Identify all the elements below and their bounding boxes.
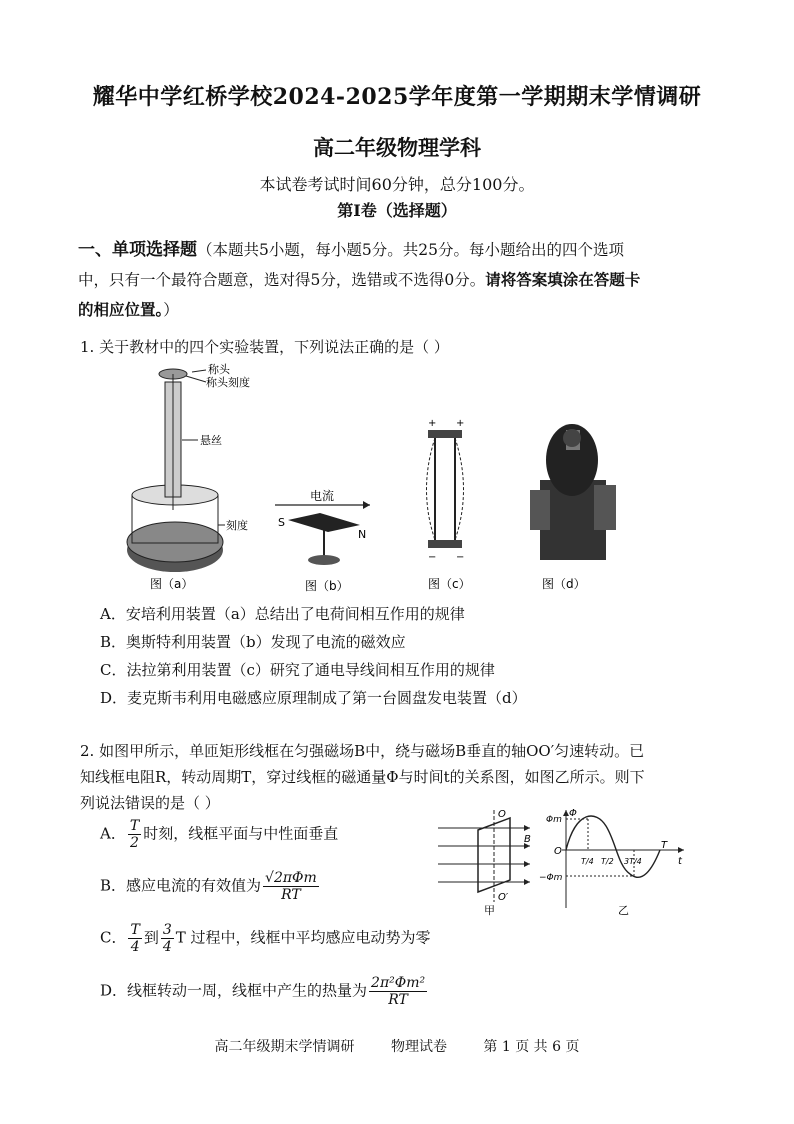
q2-option-d[interactable] — [100, 975, 429, 1008]
q2-stem — [80, 738, 700, 816]
fig-yi-t-label: t — [678, 856, 682, 867]
fig-yi-phi-label: Φ — [569, 808, 577, 819]
q2-c-fraction1 — [128, 922, 141, 955]
svg-text:+: + — [456, 418, 465, 429]
q1-stem: 1. 关于教材中的四个实验装置，下列说法正确的是（ ） — [80, 338, 449, 356]
fig-a-scale-label: 称头刻度 — [206, 376, 250, 389]
parallel-wires-figure — [427, 418, 471, 591]
disc-generator-figure — [530, 424, 616, 591]
q2-a-text: 时刻，线框平面与中性面垂直 — [143, 824, 339, 843]
q2-a-frac-num: T — [129, 818, 140, 834]
fig-jia-o-label: O — [498, 809, 506, 820]
q2-c-mid: 到 — [143, 928, 159, 947]
q1-option-c[interactable]: C．法拉第利用装置（c）研究了通电导线间相互作用的规律 — [100, 661, 495, 679]
svg-text:−: − — [428, 552, 437, 563]
q2-stem-line2: 知线框电阻R，转动周期T，穿过线框的磁通量Φ与时间t的关系图，如图乙所示。则下 — [80, 768, 645, 786]
q2-a-prefix: A． — [100, 824, 126, 843]
fig-yi-T-label: T — [661, 840, 668, 851]
fig-yi-t2-label: T/2 — [601, 857, 614, 866]
section-intro — [78, 236, 718, 325]
section-intro-text2: 中，只有一个最符合题意，选对得5分，选错或不选得0分。 — [78, 271, 486, 289]
fig-a-wire-label: 悬丝 — [200, 434, 222, 447]
section-intro-text1: （本题共5小题，每小题5分。共25分。每小题给出的四个选项 — [197, 241, 624, 259]
q2-d-fraction — [369, 975, 427, 1008]
q1-option-a[interactable]: A．安培利用装置（a）总结出了电荷间相互作用的规律 — [100, 605, 465, 623]
q2-c-f2-den: 4 — [162, 939, 172, 955]
q2-option-c[interactable] — [100, 922, 431, 955]
fig-jia-caption: 甲 — [484, 904, 495, 917]
fig-c-caption: 图（c） — [428, 577, 471, 591]
q2-d-frac-den: RT — [388, 992, 408, 1008]
flux-graph-figure — [539, 808, 684, 917]
q2-b-text: B．感应电流的有效值为 — [100, 876, 262, 895]
fig-b-caption: 图（b） — [305, 579, 349, 593]
q2-b-fraction — [263, 870, 319, 903]
fig-d-caption: 图（d） — [542, 577, 586, 591]
fig-a-bottom-label: 刻度 — [226, 519, 248, 532]
q2-option-b[interactable] — [100, 870, 321, 903]
svg-text:−: − — [456, 552, 465, 563]
q2-a-fraction — [128, 818, 141, 851]
fig-yi-t4-label: T/4 — [581, 857, 594, 866]
q1-option-d[interactable]: D．麦克斯韦利用电磁感应原理制成了第一台圆盘发电装置（d） — [100, 689, 527, 707]
q2-figures — [438, 808, 688, 918]
fig-jia-o2-label: O′ — [498, 892, 509, 903]
footer-left: 高二年级期末学情调研 — [214, 1039, 355, 1055]
q2-b-frac-num: √2πΦm — [265, 870, 317, 886]
q2-a-frac-den: 2 — [130, 835, 139, 851]
q2-c-text: T 过程中，线框中平均感应电动势为零 — [175, 928, 431, 947]
page-footer — [0, 1036, 794, 1056]
subject-title: 高二年级物理学科 — [313, 135, 481, 160]
fig-a-top-label: 称头 — [208, 363, 230, 376]
exam-info: 本试卷考试时间60分钟，总分100分。 — [259, 175, 535, 194]
section-heading: 一、单项选择题 — [78, 240, 197, 260]
q2-stem-line3: 列说法错误的是（ ） — [80, 794, 220, 812]
fig-yi-caption: 乙 — [618, 904, 629, 917]
fig-yi-t34-label: 3T/4 — [624, 857, 642, 866]
q2-c-prefix: C． — [100, 928, 127, 947]
section-intro-line2 — [78, 265, 718, 295]
q1-figures — [120, 360, 640, 600]
section-intro-bold3: 的相应位置。 — [78, 300, 164, 319]
section-intro-line1 — [78, 236, 718, 265]
fig-yi-phim-label: Φm — [546, 815, 562, 825]
fig-b-current-label: 电流 — [310, 489, 335, 503]
torsion-balance-figure — [127, 362, 250, 591]
q2-stem-line1: 2. 如图甲所示，单匝矩形线框在匀强磁场B中，绕与磁场B垂直的轴OO′匀速转动。已 — [80, 742, 645, 760]
school-title: 耀华中学红桥学校2024-2025学年度第一学期期末学情调研 — [92, 84, 702, 110]
footer-mid: 物理试卷 — [390, 1039, 447, 1055]
q2-c-f2-num: 3 — [162, 922, 172, 938]
footer-page-number: 第 1 页 共 6 页 — [483, 1039, 580, 1055]
fig-b-s-label: S — [278, 516, 285, 529]
q2-b-frac-den: RT — [281, 887, 301, 903]
oersted-figure — [275, 488, 370, 593]
rotating-frame-figure — [438, 809, 531, 917]
q2-d-text: D．线框转动一周，线框中产生的热量为 — [100, 981, 368, 1000]
q2-c-fraction2 — [161, 922, 174, 955]
q2-option-a[interactable] — [100, 818, 338, 851]
q2-d-frac-num: 2π²Φm² — [371, 975, 426, 991]
q1-option-b[interactable]: B．奥斯特利用装置（b）发现了电流的磁效应 — [100, 633, 406, 651]
fig-yi-negphim-label: −Φm — [539, 873, 563, 883]
fig-jia-b-label: B — [524, 834, 531, 845]
fig-a-caption: 图（a） — [150, 577, 194, 591]
section-intro-end: ） — [163, 301, 179, 319]
volume-title: 第Ⅰ卷（选择题） — [337, 201, 457, 220]
section-intro-bold2: 请将答案填涂在答题卡 — [485, 270, 641, 289]
fig-b-n-label: N — [358, 528, 367, 541]
q2-c-f1-den: 4 — [130, 939, 140, 955]
q2-c-f1-num: T — [130, 922, 140, 938]
fig-yi-origin-label: O — [554, 846, 562, 857]
svg-text:+: + — [428, 418, 437, 429]
section-intro-line3 — [78, 295, 718, 325]
